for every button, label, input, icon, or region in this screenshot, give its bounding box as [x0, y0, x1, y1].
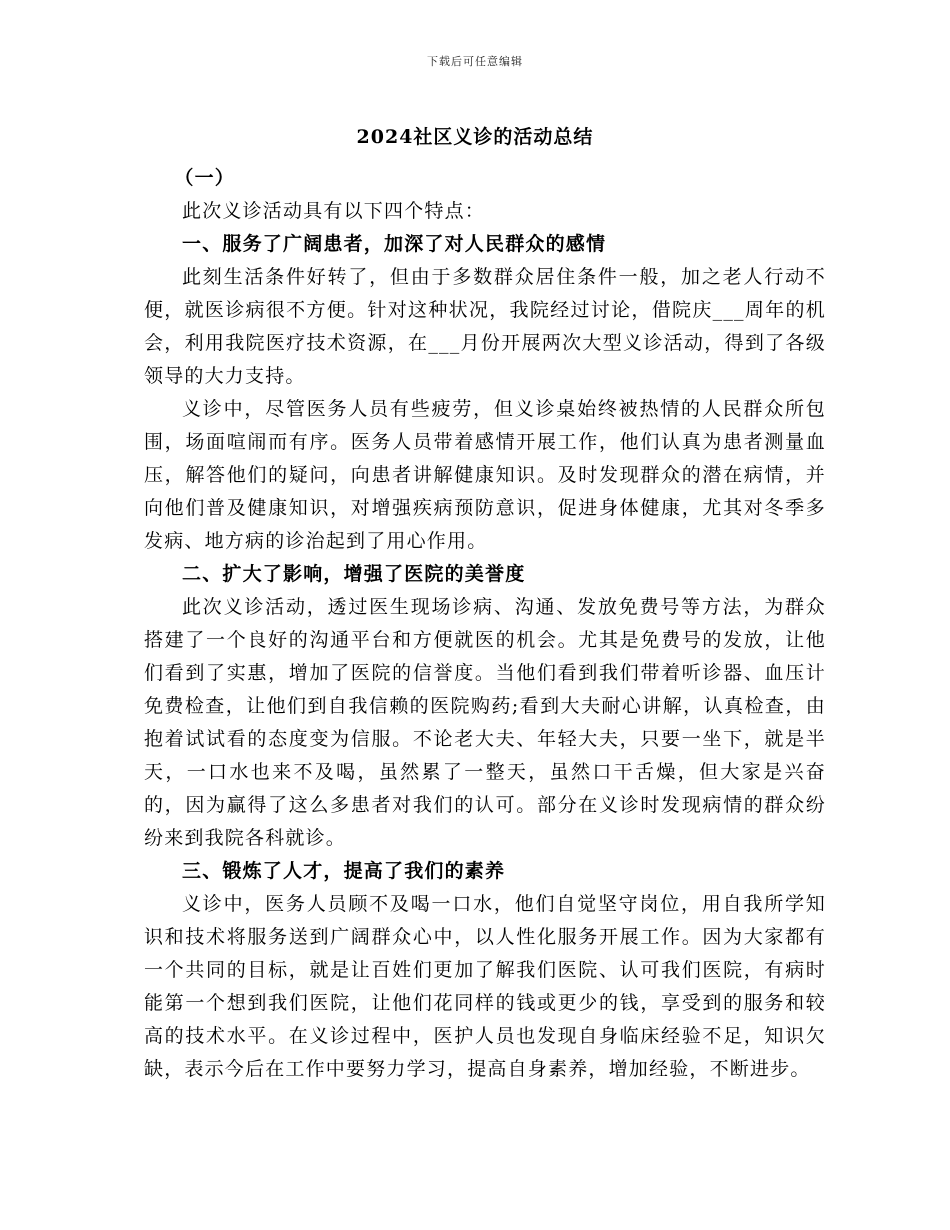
sub-label: （一） [174, 167, 235, 189]
document-body [144, 162, 826, 1086]
document-title: 2024社区义诊的活动总结 [356, 126, 594, 148]
section-3-paragraph-1: 义诊中，医务人员顾不及喝一口水，他们自觉坚守岗位，用自我所学知识和技术将服务送到广阔群众心中，以人性化服务开展工作。因为大家都有一个共同的目标，就是让百姓们更加了解我们医院、认可我们医院，有病时能第一个想到我们医院，让他们花同样的钱或更少的钱，享受到的服务和较高的技术水平。在义诊过程中，医护人员也发现自身临床经验不足，知识欠缺，表示今后在工作中要努力学习，提高自身素养，增加经验，不断进步。 [144, 893, 826, 1080]
page-header-note: 下载后可任意编辑 [427, 55, 523, 68]
section-heading-1: 一、服务了广阔患者，加深了对人民群众的感情 [182, 233, 607, 255]
section-heading-3: 三、锻炼了人才，提高了我们的素养 [182, 860, 506, 882]
intro-paragraph: 此次义诊活动具有以下四个特点： [182, 200, 486, 222]
section-heading-2: 二、扩大了影响，增强了医院的美誉度 [182, 563, 526, 585]
section-1-paragraph-1: 此刻生活条件好转了，但由于多数群众居住条件一般，加之老人行动不便，就医诊病很不方便。针对这种状况，我院经过讨论，借院庆___周年的机会，利用我院医疗技术资源，在___月份开展两次大型义诊活动，得到了各级领导的大力支持。 [144, 266, 826, 387]
section-2-paragraph-1: 此次义诊活动，透过医生现场诊病、沟通、发放免费号等方法，为群众搭建了一个良好的沟通平台和方便就医的机会。尤其是免费号的发放，让他们看到了实惠，增加了医院的信誉度。当他们看到我们带着听诊器、血压计免费检查，让他们到自我信赖的医院购药;看到大夫耐心讲解，认真检查，由抱着试试看的态度变为信服。不论老大夫、年轻大夫，只要一坐下，就是半天，一口水也来不及喝，虽然累了一整天，虽然口干舌燥，但大家是兴奋的，因为赢得了这么多患者对我们的认可。部分在义诊时发现病情的群众纷纷来到我院各科就诊。 [144, 596, 826, 849]
section-1-paragraph-2: 义诊中，尽管医务人员有些疲劳，但义诊桌始终被热情的人民群众所包围，场面喧闹而有序。医务人员带着感情开展工作，他们认真为患者测量血压，解答他们的疑问，向患者讲解健康知识。及时发现群众的潜在病情，并向他们普及健康知识，对增强疾病预防意识，促进身体健康，尤其对冬季多发病、地方病的诊治起到了用心作用。 [144, 398, 826, 552]
